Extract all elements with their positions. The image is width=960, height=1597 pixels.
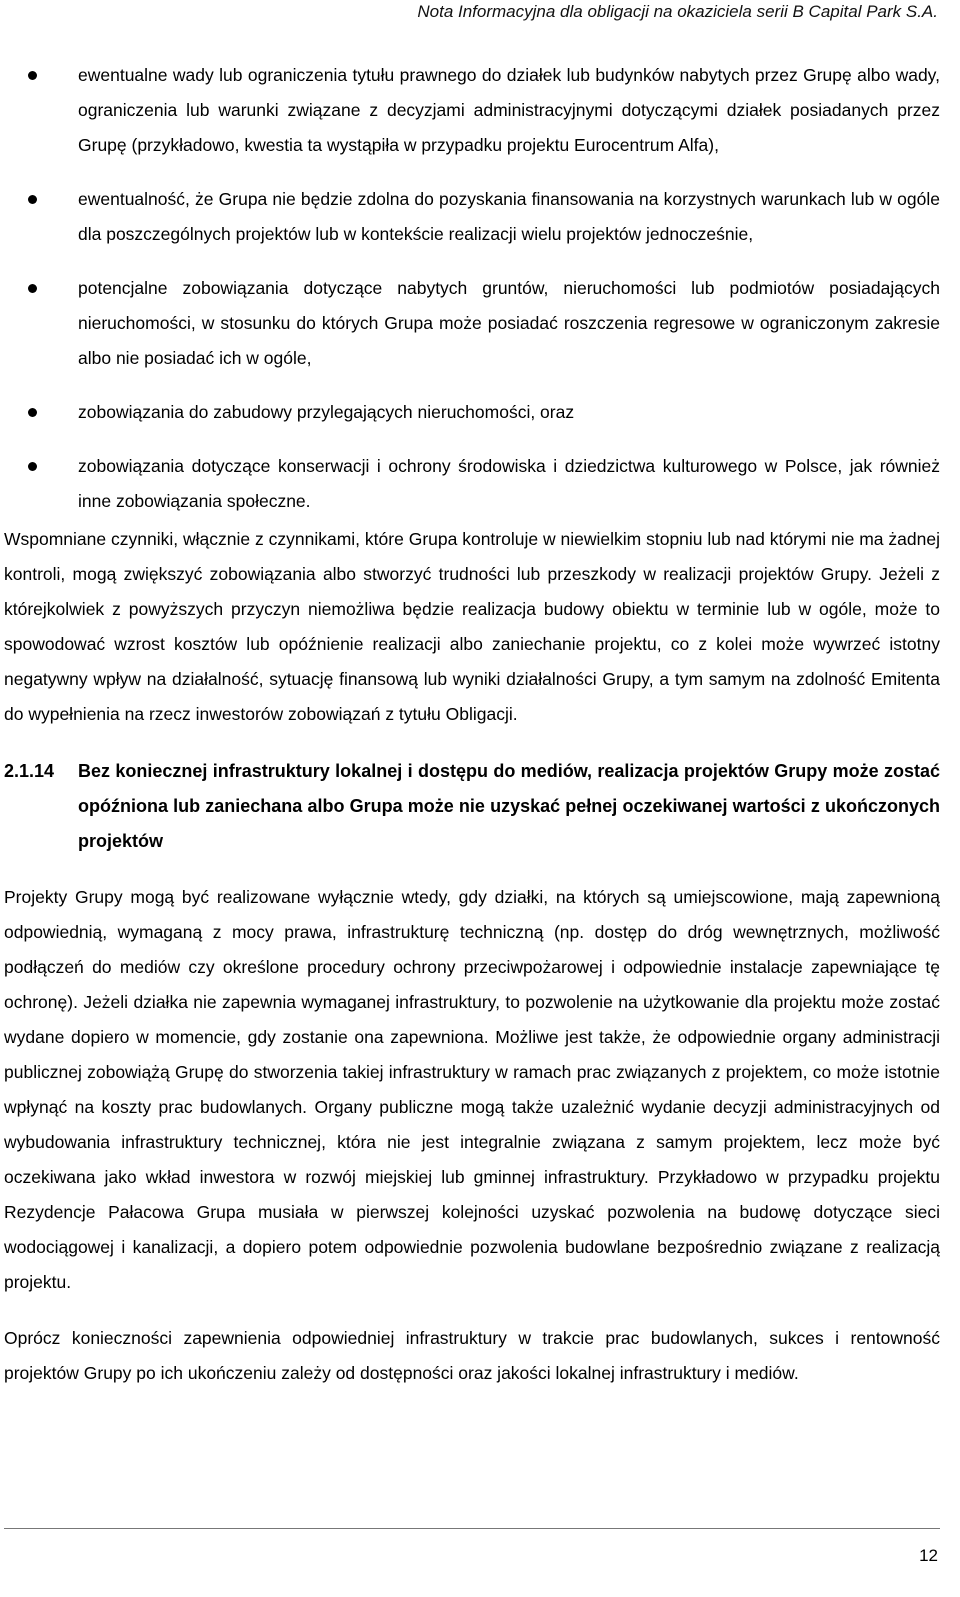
bullet-icon [28, 462, 37, 471]
list-item [4, 395, 940, 430]
bullet-icon [28, 71, 37, 80]
bullet-list [4, 58, 940, 519]
page-header: Nota Informacyjna dla obligacji na okaziciela serii B Capital Park S.A. [417, 2, 938, 21]
page-content [4, 58, 940, 1391]
list-item [4, 449, 940, 519]
section-title: Bez koniecznej infrastruktury lokalnej i dostępu do mediów, realizacja projektów Grupy może zostać opóźniona lub zaniechana albo Grupa może nie uzyskać pełnej oczekiwanej wartości z ukończonych projektów [78, 761, 940, 851]
page-number: 12 [919, 1546, 938, 1565]
bullet-icon [28, 284, 37, 293]
list-item [4, 271, 940, 376]
list-item-text: ewentualność, że Grupa nie będzie zdolna do pozyskania finansowania na korzystnych warunkach lub w ogóle dla poszczególnych projektów lub w kontekście realizacji wielu projektów jednocześnie, [78, 189, 940, 244]
list-item-text: ewentualne wady lub ograniczenia tytułu prawnego do działek lub budynków nabytych przez Grupę albo wady, ograniczenia lub warunki związane z decyzjami administracyjnymi dotyczącymi działek posiadanych przez Grupę (przykładowo, kwestia ta wystąpiła w przypadku projektu Eurocentrum Alfa), [78, 65, 940, 155]
footer-divider [4, 1528, 940, 1529]
paragraph-infrastructure: Projekty Grupy mogą być realizowane wyłącznie wtedy, gdy działki, na których są umiejscowione, mają zapewnioną odpowiednią, wymaganą z mocy prawa, infrastrukturę techniczną (np. dostęp do dróg wewnętrznych, możliwość podłączeń do mediów czy określone procedury ochrony przeciwpożarowej i odpowiednie instalacje zapewniające tę ochronę). Jeżeli działka nie zapewnia wymaganej infrastruktury, to pozwolenie na użytkowanie dla projektu może zostać wydane dopiero w momencie, gdy zostanie ona zapewniona. Możliwe jest także, że odpowiednie organy administracji publicznej zobowiążą Grupę do stworzenia takiej infrastruktury w ramach prac związanych z projektem, co może istotnie wpłynąć na koszty prac budowlanych. Organy publiczne mogą także uzależnić wydanie decyzji administracyjnych od wybudowania infrastruktury technicznej, która nie jest integralnie związana z samym projektem, lecz może być oczekiwana jako wkład inwestora w rozwój miejskiej lub gminnej infrastruktury. Przykładowo w przypadku projektu Rezydencje Pałacowa Grupa musiała w pierwszej kolejności uzyskać pozwolenia na budowę dotyczące sieci wodociągowej i kanalizacji, a dopiero potem odpowiednie pozwolenia budowlane bezpośrednio związane z realizacją projektu. [4, 887, 940, 1292]
list-item-text: zobowiązania dotyczące konserwacji i ochrony środowiska i dziedzictwa kulturowego w Polsce, jak również inne zobowiązania społeczne. [78, 456, 940, 511]
list-item [4, 182, 940, 252]
section-heading [4, 754, 940, 859]
paragraph-risk-factors: Wspomniane czynniki, włącznie z czynnikami, które Grupa kontroluje w niewielkim stopniu lub nad którymi nie ma żadnej kontroli, mogą zwiększyć zobowiązania albo stworzyć trudności lub przeszkody w realizacji projektów Grupy. Jeżeli z którejkolwiek z powyższych przyczyn niemożliwa będzie realizacja budowy obiektu w terminie lub w ogóle, może to spowodować wzrost kosztów lub opóźnienie realizacji albo zaniechanie projektu, co z kolei może wywrzeć istotny negatywny wpływ na działalność, sytuację finansową lub wyniki działalności Grupy, a tym samym na zdolność Emitenta do wypełnienia na rzecz inwestorów zobowiązań z tytułu Obligacji. [4, 529, 940, 724]
bullet-icon [28, 195, 37, 204]
list-item [4, 58, 940, 163]
paragraph-profitability: Oprócz konieczności zapewnienia odpowiedniej infrastruktury w trakcie prac budowlanych, sukces i rentowność projektów Grupy po ich ukończeniu zależy od dostępności oraz jakości lokalnej infrastruktury i mediów. [4, 1328, 940, 1383]
list-item-text: zobowiązania do zabudowy przylegających nieruchomości, oraz [78, 402, 575, 422]
list-item-text: potencjalne zobowiązania dotyczące nabytych gruntów, nieruchomości lub podmiotów posiadających nieruchomości, w stosunku do których Grupa może posiadać roszczenia regresowe w ograniczonym zakresie albo nie posiadać ich w ogóle, [78, 278, 940, 368]
section-number: 2.1.14 [4, 761, 55, 781]
bullet-icon [28, 408, 37, 417]
